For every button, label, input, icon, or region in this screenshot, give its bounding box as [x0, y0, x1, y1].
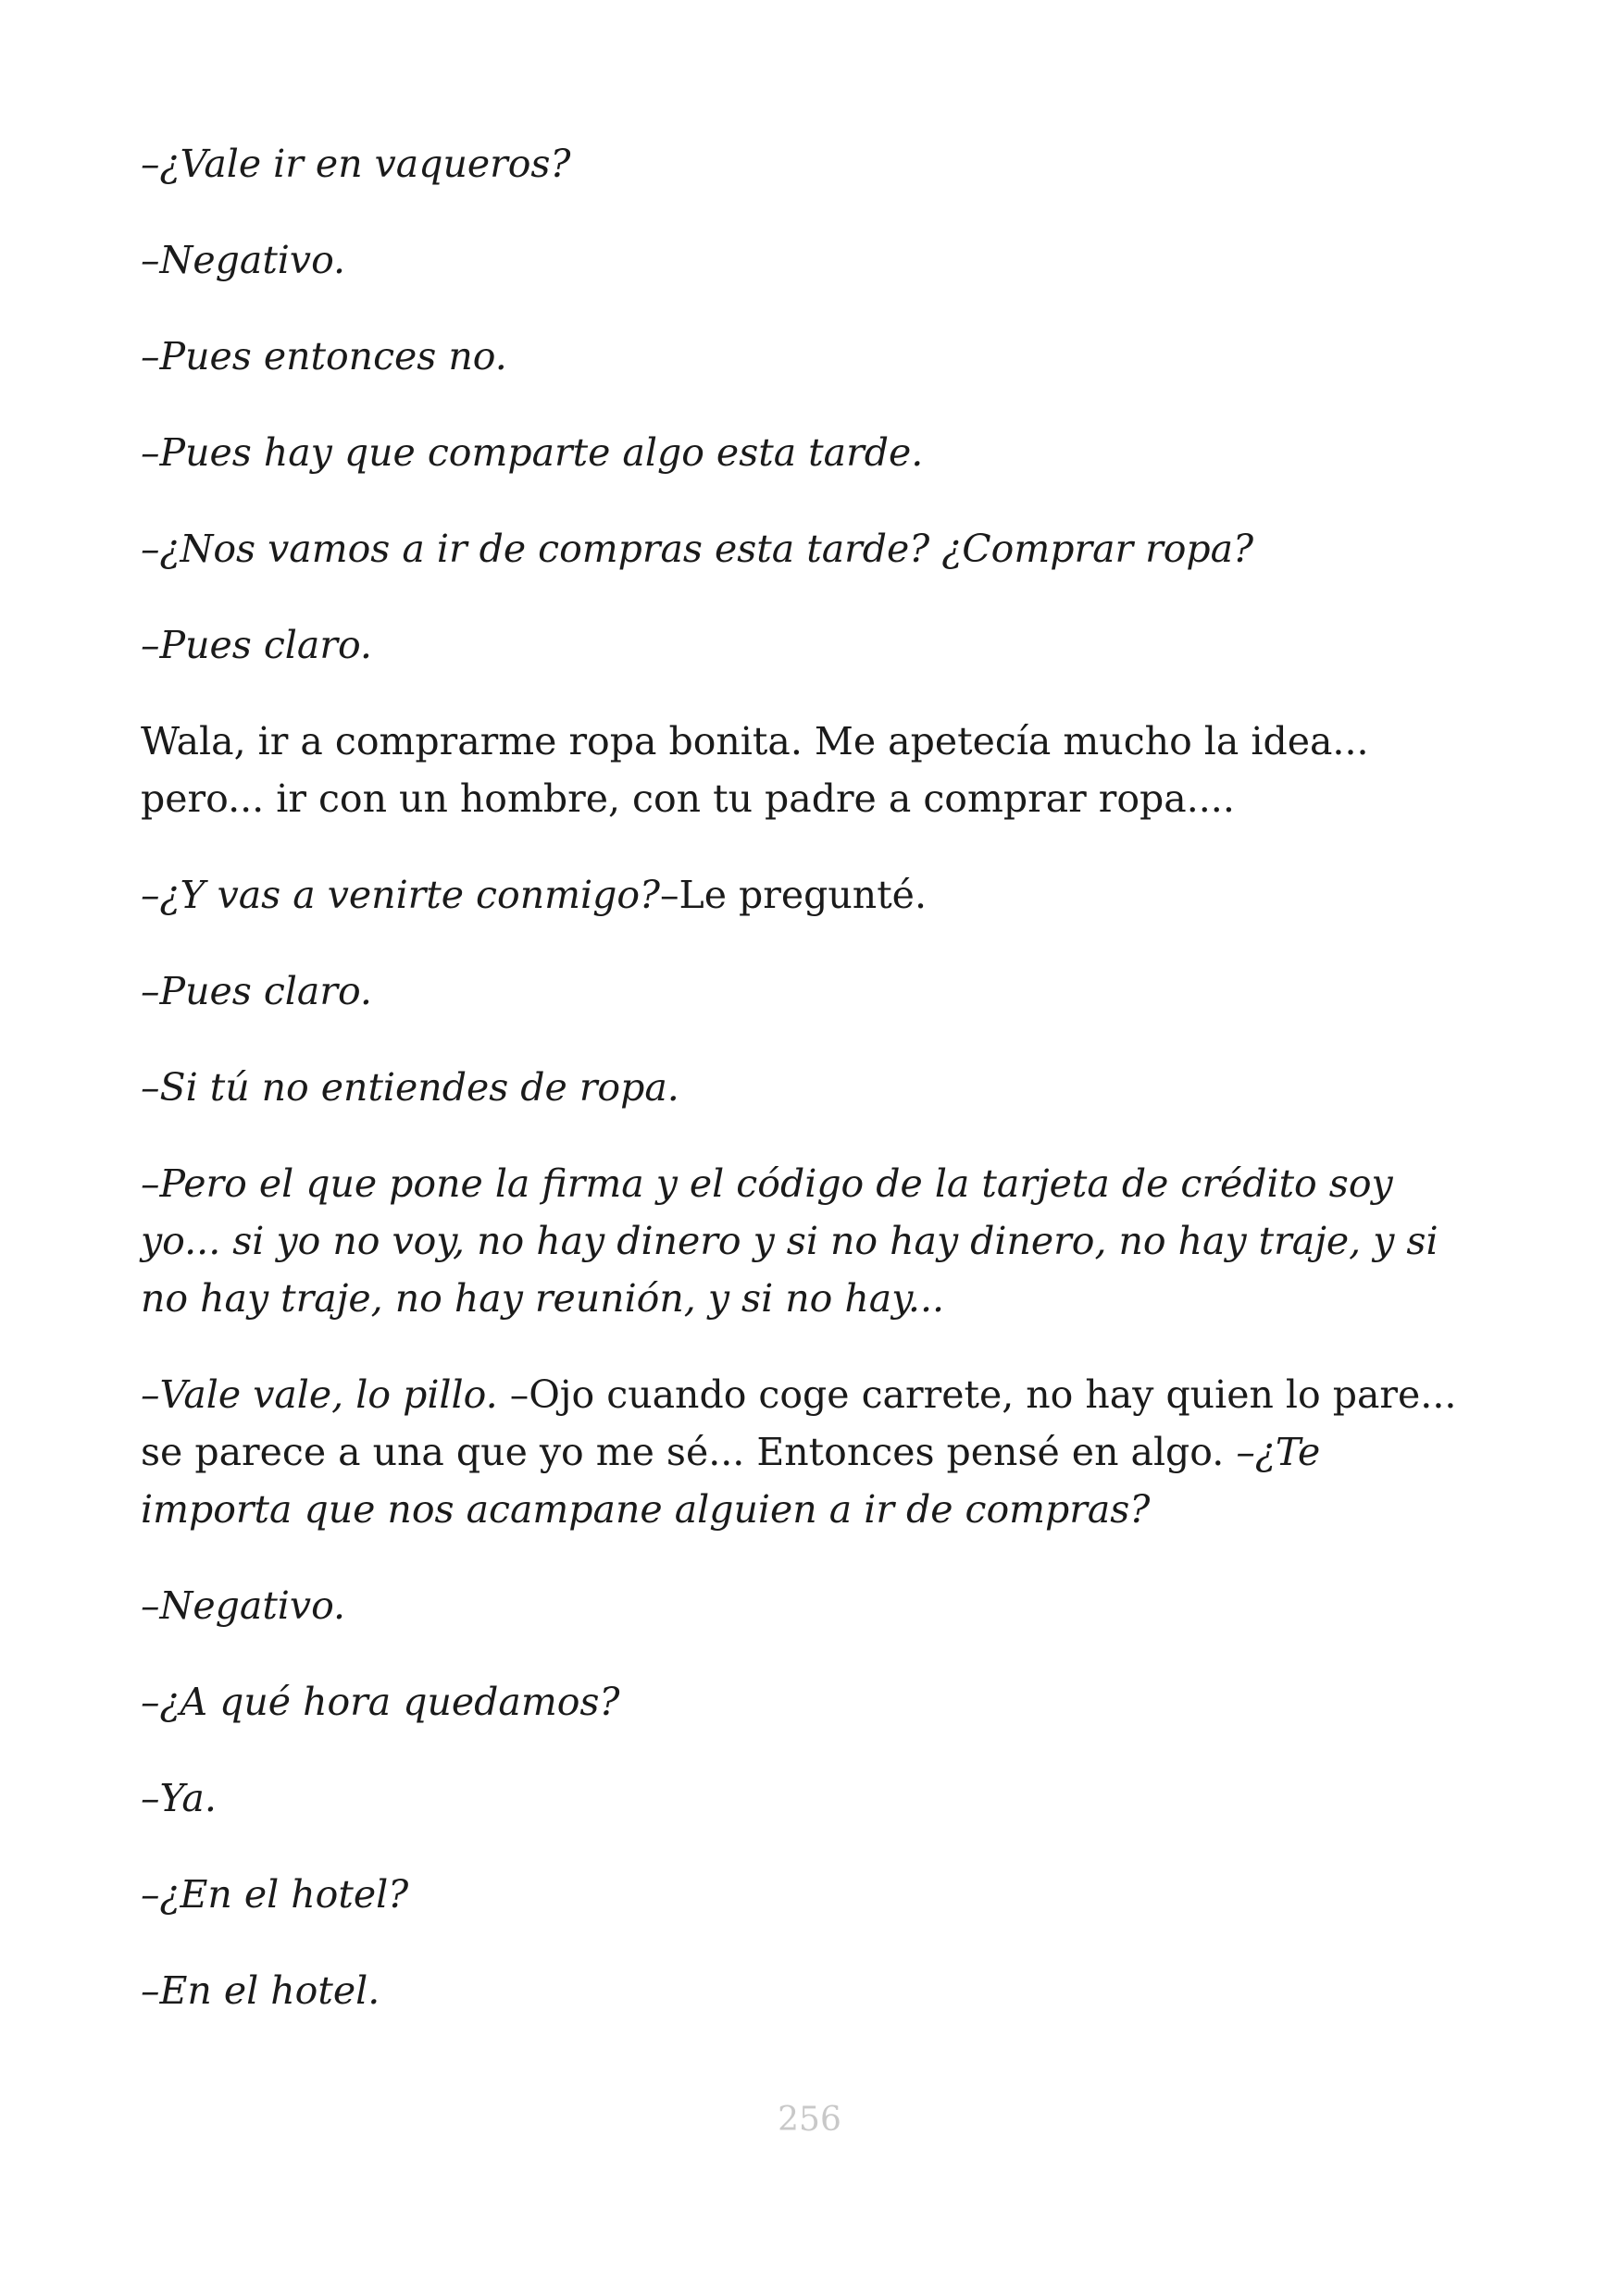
paragraph: [141, 135, 1483, 192]
page-number: 256: [778, 2101, 841, 2139]
dialogue-line: –Pues entonces no.: [141, 334, 507, 379]
paragraph: [141, 328, 1483, 385]
paragraph: [141, 713, 1483, 827]
paragraph: [141, 1866, 1483, 1923]
paragraph: [141, 1059, 1483, 1116]
dialogue-line: –¿A qué hora quedamos?: [141, 1680, 620, 1724]
dialogue-line: –Vale vale, lo pillo.: [141, 1372, 498, 1417]
dialogue-line: –¿Nos vamos a ir de compras esta tarde? ¿Comprar ropa?: [141, 527, 1254, 571]
dialogue-line: –Pero el que pone la firma y el código de la tarjeta de crédito soy yo... si yo no voy, no hay dinero y si no hay dinero, no hay traje, y si no hay traje, no hay reunión, y si no hay...: [141, 1161, 1438, 1321]
paragraph: [141, 962, 1483, 1020]
dialogue-line: –¿En el hotel?: [141, 1872, 409, 1917]
dialogue-line: –Si tú no entiendes de ropa.: [141, 1065, 679, 1110]
paragraph: [141, 616, 1483, 674]
body-text: [141, 135, 1483, 2058]
dialogue-line: –Ya.: [141, 1776, 217, 1820]
paragraph: [141, 1366, 1483, 1538]
paragraph: [141, 1577, 1483, 1634]
narration-text: –Le pregunté.: [660, 873, 927, 917]
narration-text: –Ojo cuando coge carrete, no hay quien lo pare... se parece a una que yo me sé... Entonces pensé en algo.: [141, 1372, 1457, 1474]
paragraph: [141, 866, 1483, 924]
dialogue-line: –¿Te importa que nos acampane alguien a ir de compras?: [141, 1430, 1321, 1532]
dialogue-line: –Pues hay que comparte algo esta tarde.: [141, 430, 924, 475]
paragraph: [141, 424, 1483, 481]
paragraph: [141, 1155, 1483, 1327]
paragraph: [141, 520, 1483, 577]
paragraph: [141, 1769, 1483, 1827]
dialogue-line: –Pues claro.: [141, 623, 372, 667]
paragraph: [141, 231, 1483, 289]
dialogue-line: –Pues claro.: [141, 969, 372, 1013]
paragraph: [141, 1673, 1483, 1731]
dialogue-line: –Negativo.: [141, 238, 346, 282]
dialogue-line: –En el hotel.: [141, 1968, 380, 2013]
paragraph: [141, 1962, 1483, 2019]
narration-text: Wala, ir a comprarme ropa bonita. Me apetecía mucho la idea... pero... ir con un hombre, con tu padre a comprar ropa....: [141, 719, 1369, 821]
dialogue-line: –¿Y vas a venirte conmigo?: [141, 873, 661, 917]
dialogue-line: –¿Vale ir en vaqueros?: [141, 142, 571, 186]
dialogue-line: –Negativo.: [141, 1583, 346, 1628]
